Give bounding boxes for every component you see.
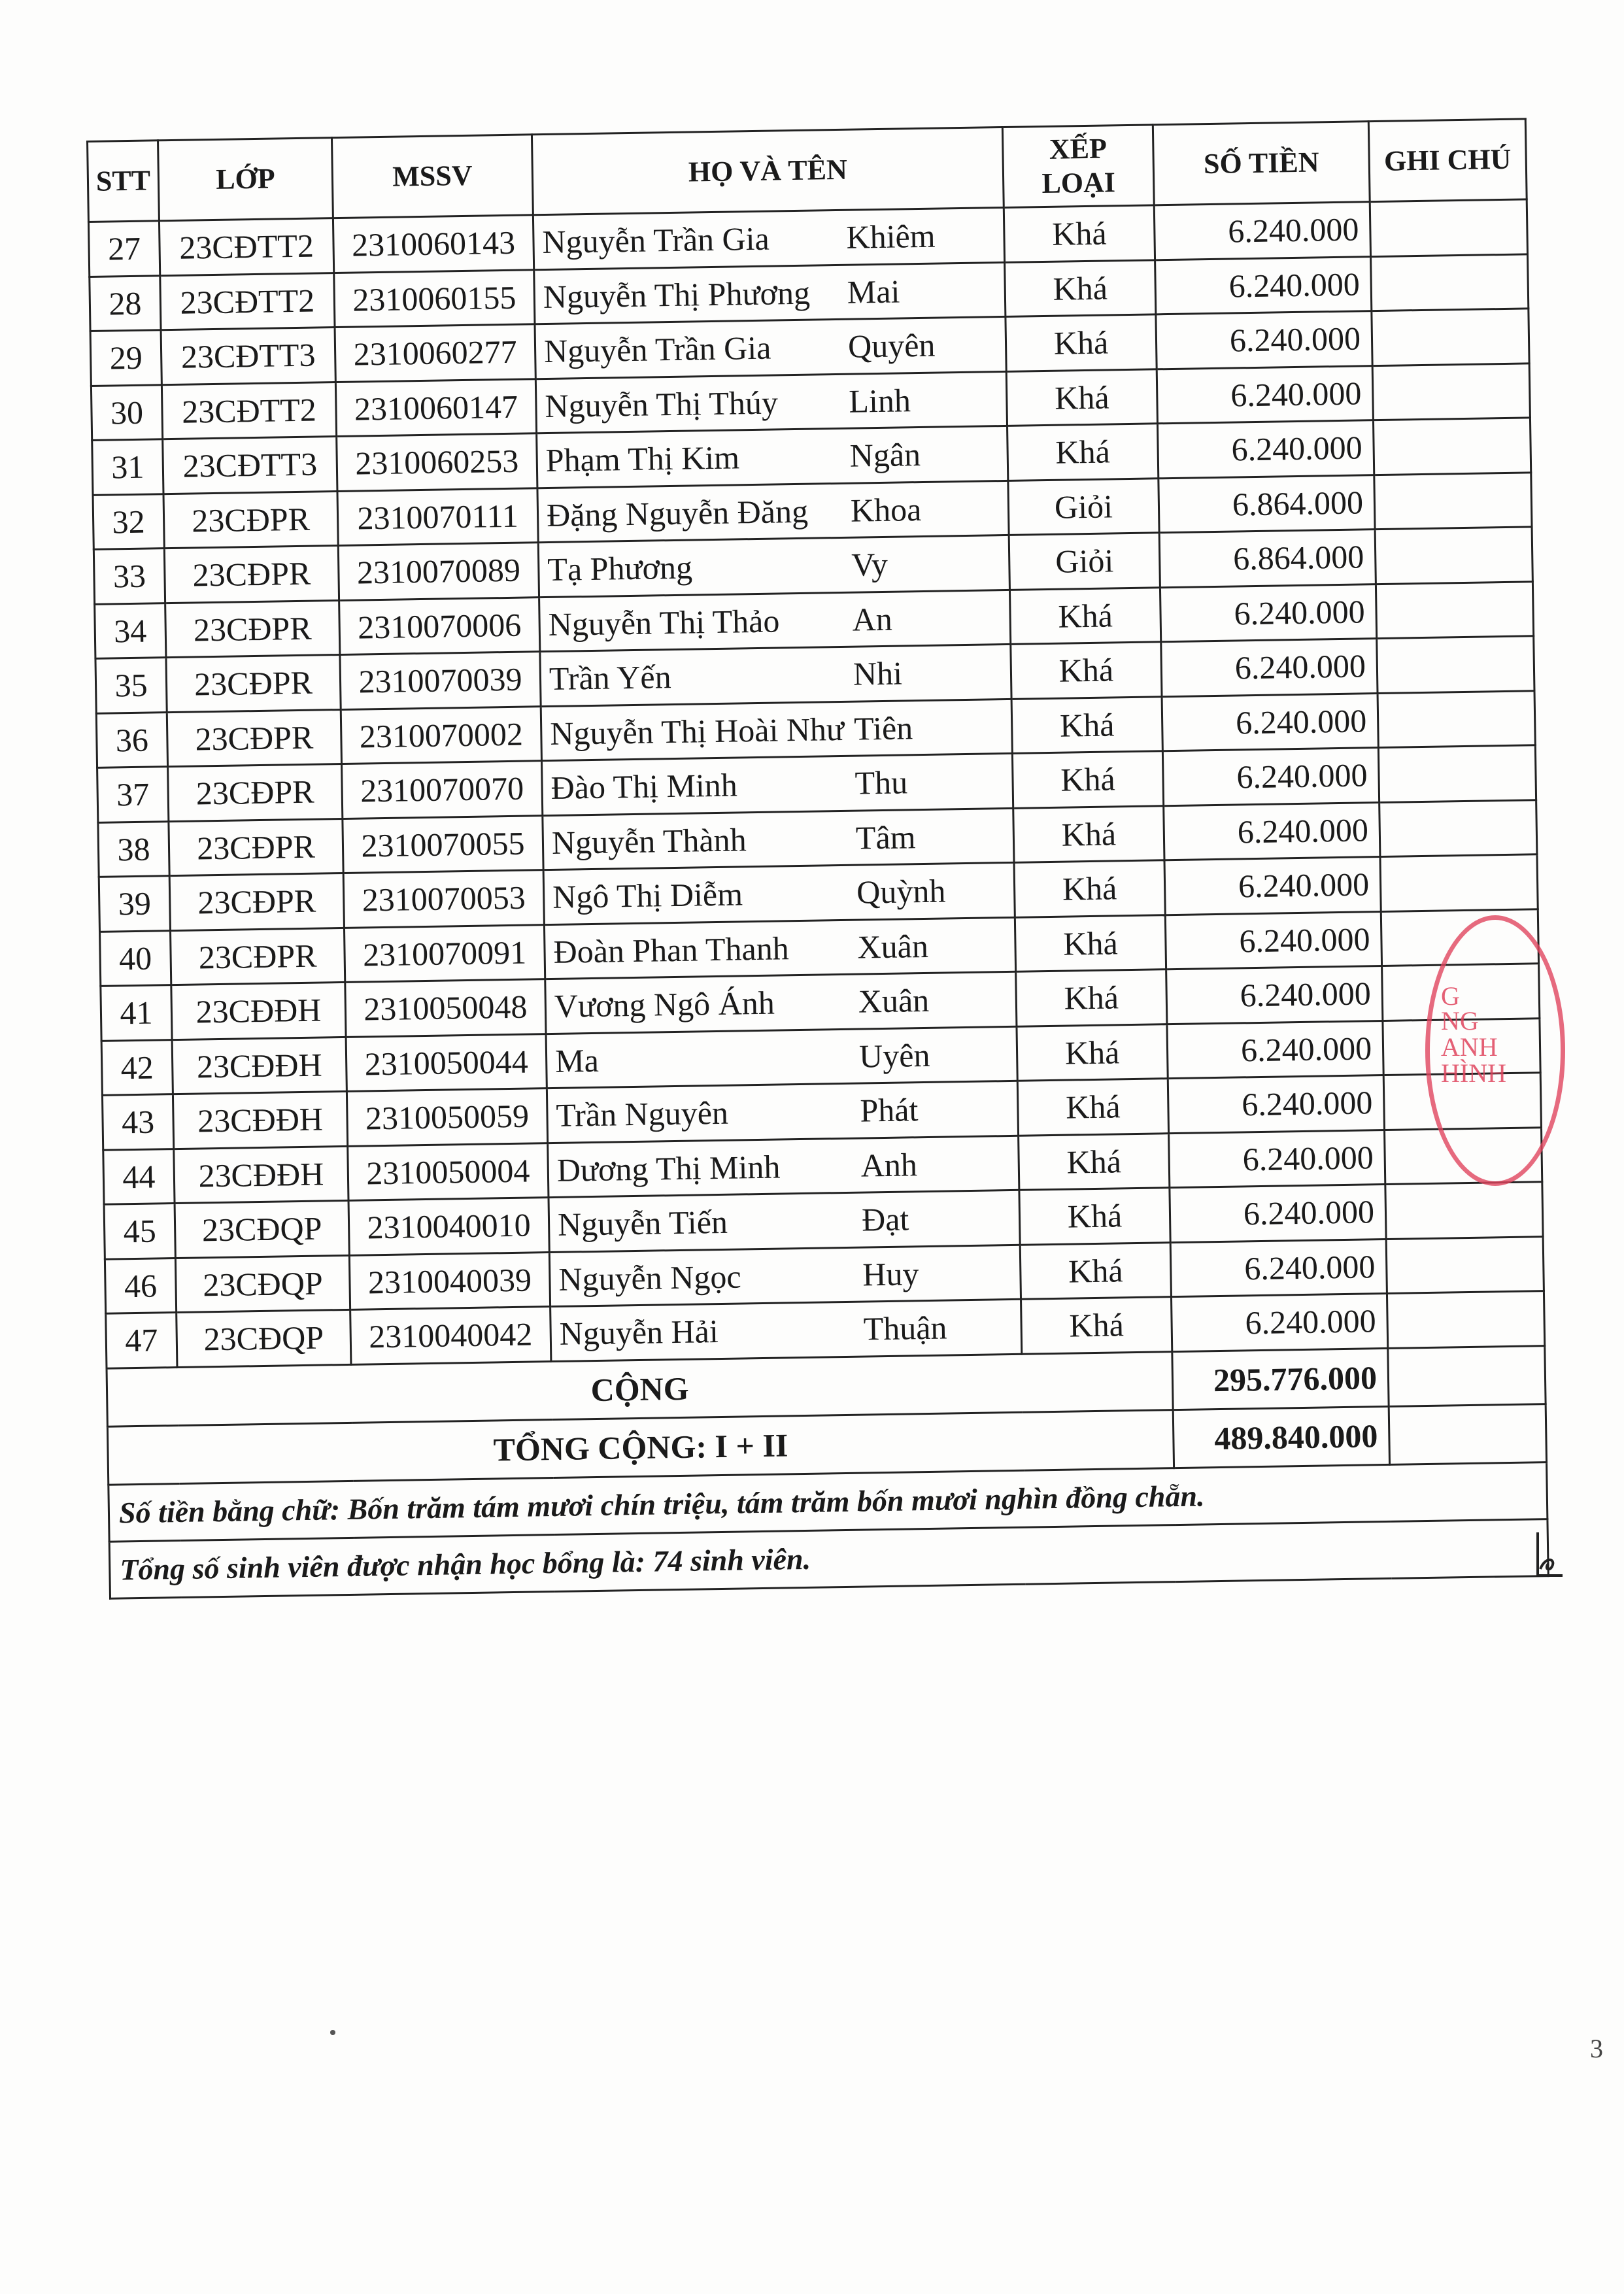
scholarship-list-sheet <box>86 118 1548 1599</box>
cell-mssv: 2310070089 <box>338 543 539 600</box>
cell-full-name <box>541 699 1012 761</box>
stamp-text-line2: NG <box>1441 1006 1479 1036</box>
cell-mssv: 2310070002 <box>341 706 541 764</box>
cell-amount: 6.240.000 <box>1170 1184 1386 1242</box>
cell-class: 23CĐPR <box>170 928 345 985</box>
cell-surname: Nguyễn Tiến <box>557 1204 728 1243</box>
cell-stt: 36 <box>96 712 167 767</box>
cell-amount: 6.240.000 <box>1164 857 1381 915</box>
header-note: GHI CHÚ <box>1368 119 1527 202</box>
cell-mssv: 2310050004 <box>348 1143 549 1200</box>
cell-surname: Đoàn Phan Thanh <box>553 930 790 970</box>
cell-surname: Nguyễn Thành <box>551 821 747 861</box>
cell-amount: 6.240.000 <box>1166 966 1383 1024</box>
header-mssv: MSSV <box>331 135 533 218</box>
cell-stt: 42 <box>101 1039 173 1095</box>
cell-surname: Tạ Phương <box>547 548 693 588</box>
cell-surname: Ma <box>554 1041 600 1079</box>
cell-mssv: 2310040010 <box>348 1198 549 1255</box>
cell-amount: 6.240.000 <box>1156 311 1372 369</box>
cell-stt: 30 <box>91 384 162 440</box>
cell-amount: 6.240.000 <box>1165 911 1381 970</box>
cell-class: 23CĐQP <box>177 1309 351 1367</box>
cell-class: 23CĐPR <box>169 873 344 930</box>
header-amount: SỐ TIỀN <box>1153 122 1370 205</box>
cell-class: 23CĐQP <box>175 1200 349 1258</box>
cell-full-name <box>535 371 1007 433</box>
cell-given-name: Uyên <box>858 1036 930 1075</box>
cell-surname: Đào Thị Minh <box>550 766 738 807</box>
cell-rank: Giỏi <box>1009 533 1160 590</box>
cell-rank: Khá <box>1006 369 1157 426</box>
cell-amount: 6.240.000 <box>1162 748 1379 806</box>
cell-note <box>1371 254 1529 311</box>
cell-amount: 6.864.000 <box>1159 475 1375 533</box>
cell-surname: Nguyễn Thị Thúy <box>545 384 779 424</box>
cell-mssv: 2310060277 <box>335 324 535 382</box>
cell-rank: Khá <box>1016 970 1167 1026</box>
cell-full-name <box>533 207 1004 269</box>
cell-rank: Khá <box>1011 696 1162 753</box>
cell-stt: 31 <box>92 439 163 495</box>
cell-mssv: 2310070053 <box>343 870 544 928</box>
cell-surname: Phạm Thị Kim <box>545 439 740 479</box>
cell-stt: 38 <box>98 821 169 877</box>
handwritten-initials-signature <box>1530 1530 1569 1582</box>
cell-note <box>1379 800 1537 856</box>
cell-rank: Khá <box>1019 1133 1170 1190</box>
cell-surname: Nguyễn Thị Hoài Như <box>549 710 845 752</box>
cell-full-name <box>544 917 1015 979</box>
cell-given-name: Huy <box>862 1255 919 1293</box>
grand-total-note-cell <box>1389 1404 1546 1464</box>
cell-rank: Khá <box>1009 587 1160 644</box>
header-rank-line2: LOẠI <box>1041 166 1116 200</box>
cell-amount: 6.240.000 <box>1167 1020 1383 1079</box>
cell-amount: 6.240.000 <box>1155 256 1372 314</box>
cell-given-name: Anh <box>860 1145 918 1184</box>
cell-note <box>1378 690 1535 747</box>
cell-note <box>1376 581 1533 638</box>
cell-rank: Khá <box>1012 751 1163 808</box>
cell-given-name: An <box>852 600 893 638</box>
cell-amount: 6.240.000 <box>1161 639 1378 697</box>
cell-stt: 47 <box>106 1313 177 1368</box>
cell-stt: 29 <box>90 330 161 386</box>
cell-note <box>1380 854 1538 911</box>
cell-given-name: Phát <box>860 1091 919 1129</box>
amount-in-words: Số tiền bằng chữ: Bốn trăm tám mươi chín triệu, tám trăm bốn mươi nghìn đồng chẵn. <box>109 1462 1548 1542</box>
cell-note <box>1372 363 1530 420</box>
cell-given-name: Mai <box>847 273 900 311</box>
cell-full-name <box>537 481 1009 543</box>
cell-amount: 6.240.000 <box>1160 584 1376 642</box>
cell-note <box>1385 1182 1543 1239</box>
cell-note <box>1386 1236 1544 1293</box>
cell-mssv: 2310060143 <box>333 215 533 273</box>
cell-full-name <box>550 1299 1022 1361</box>
cell-mssv: 2310070039 <box>340 652 541 709</box>
cell-given-name: Xuân <box>857 927 929 966</box>
cell-rank: Khá <box>1006 314 1157 371</box>
cell-rank: Khá <box>1017 1024 1168 1081</box>
cell-rank: Khá <box>1021 1297 1172 1354</box>
cell-full-name <box>545 971 1017 1034</box>
cell-amount: 6.240.000 <box>1168 1075 1384 1134</box>
cell-mssv: 2310050048 <box>345 979 546 1037</box>
cell-mssv: 2310060155 <box>334 269 535 327</box>
cell-given-name: Xuân <box>858 982 930 1020</box>
cell-given-name: Thu <box>854 764 908 801</box>
cell-class: 23CĐĐH <box>173 1091 347 1149</box>
cell-given-name: Thuận <box>863 1309 947 1347</box>
cell-stt: 34 <box>95 603 166 658</box>
cell-stt: 39 <box>99 876 170 932</box>
grand-total-label: TỔNG CỘNG: I + II <box>107 1409 1174 1485</box>
cell-note <box>1378 745 1536 802</box>
cell-class: 23CĐPR <box>167 709 341 767</box>
cell-full-name <box>543 808 1014 870</box>
cell-rank: Khá <box>1017 1079 1168 1136</box>
cell-mssv: 2310070111 <box>337 488 538 545</box>
scan-speck <box>330 2030 335 2035</box>
cell-note <box>1387 1291 1544 1348</box>
cell-mssv: 2310070055 <box>343 815 543 873</box>
cell-class: 23CĐPR <box>166 655 341 713</box>
cell-surname: Nguyễn Thị Thảo <box>548 602 780 643</box>
subtotal-amount: 295.776.000 <box>1172 1348 1389 1409</box>
cell-full-name <box>543 862 1015 924</box>
cell-rank: Khá <box>1004 205 1155 262</box>
cell-surname: Nguyễn Ngọc <box>558 1258 741 1298</box>
cell-mssv: 2310040039 <box>349 1252 550 1309</box>
cell-surname: Ngô Thị Diễm <box>552 875 743 916</box>
header-class: LỚP <box>158 138 333 221</box>
cell-full-name <box>541 753 1013 815</box>
cell-given-name: Nhi <box>853 654 903 692</box>
cell-rank: Khá <box>1007 424 1159 481</box>
cell-mssv: 2310060147 <box>335 379 536 436</box>
cell-full-name <box>547 1081 1018 1143</box>
cell-rank: Khá <box>1015 915 1166 971</box>
table-body <box>88 199 1544 1368</box>
cell-class: 23CĐĐH <box>172 1037 347 1094</box>
cell-stt: 33 <box>93 548 165 604</box>
cell-surname: Trần Yến <box>549 658 672 698</box>
cell-rank: Khá <box>1019 1188 1170 1245</box>
cell-full-name <box>534 262 1006 324</box>
header-stt: STT <box>88 141 160 222</box>
cell-rank: Khá <box>1014 860 1165 917</box>
cell-class: 23CĐPR <box>169 818 343 876</box>
cell-stt: 35 <box>95 658 167 713</box>
cell-stt: 41 <box>101 985 172 1041</box>
cell-stt: 46 <box>105 1258 176 1313</box>
cell-rank: Khá <box>1005 260 1156 316</box>
cell-class: 23CĐTT3 <box>161 328 335 385</box>
cell-mssv: 2310050044 <box>346 1034 547 1091</box>
cell-class: 23CĐPR <box>165 600 340 658</box>
cell-given-name: Ngân <box>849 436 921 474</box>
cell-note <box>1373 418 1531 475</box>
cell-class: 23CĐPR <box>163 491 338 548</box>
cell-given-name: Đạt <box>861 1200 909 1238</box>
grand-total-amount: 489.840.000 <box>1173 1406 1389 1468</box>
cell-full-name <box>540 644 1011 706</box>
cell-surname: Vương Ngô Ánh <box>554 984 775 1025</box>
cell-amount: 6.240.000 <box>1171 1293 1387 1351</box>
cell-full-name <box>549 1190 1020 1252</box>
cell-amount: 6.240.000 <box>1154 202 1370 260</box>
cell-full-name <box>537 426 1008 488</box>
cell-note <box>1372 309 1529 365</box>
cell-full-name <box>546 1026 1017 1088</box>
cell-mssv: 2310070091 <box>344 924 545 982</box>
header-rank <box>1002 125 1154 208</box>
cell-mssv: 2310060253 <box>337 433 537 491</box>
cell-note <box>1374 472 1532 529</box>
cell-surname: Nguyễn Thị Phương <box>543 274 811 315</box>
stamp-text-line4: HÌNH <box>1441 1058 1506 1088</box>
cell-given-name: Quỳnh <box>856 872 946 911</box>
cell-full-name <box>549 1245 1021 1307</box>
cell-note <box>1370 199 1527 256</box>
cell-given-name: Quyên <box>847 326 936 365</box>
cell-stt: 44 <box>103 1149 175 1204</box>
cell-given-name: Khiêm <box>846 217 936 256</box>
header-name: HỌ VÀ TÊN <box>532 127 1004 214</box>
cell-surname: Trần Nguyên <box>556 1094 729 1134</box>
cell-amount: 6.240.000 <box>1162 693 1378 751</box>
cell-given-name: Linh <box>848 381 911 420</box>
cell-amount: 6.240.000 <box>1170 1239 1387 1297</box>
cell-note <box>1377 636 1534 693</box>
cell-given-name: Tiên <box>853 709 913 747</box>
cell-full-name <box>539 590 1011 652</box>
cell-given-name: Tâm <box>855 818 916 856</box>
cell-stt: 37 <box>97 767 169 822</box>
cell-class: 23CĐTT2 <box>161 382 336 439</box>
cell-stt: 40 <box>100 930 171 986</box>
cell-amount: 6.240.000 <box>1158 420 1374 479</box>
cell-stt: 32 <box>93 494 164 549</box>
cell-rank: Khá <box>1020 1242 1171 1299</box>
cell-class: 23CĐTT2 <box>159 218 333 276</box>
cell-class: 23CĐQP <box>175 1255 350 1313</box>
cell-stt: 45 <box>104 1204 175 1259</box>
stamp-text-line1: G <box>1441 981 1460 1011</box>
cell-surname: Nguyễn Trần Gia <box>542 220 770 261</box>
cell-stt: 43 <box>102 1094 173 1150</box>
cell-amount: 6.240.000 <box>1169 1130 1385 1188</box>
cell-mssv: 2310050059 <box>347 1088 547 1146</box>
cell-class: 23CĐĐH <box>171 982 346 1039</box>
cell-class: 23CĐĐH <box>174 1146 348 1204</box>
stamp-text-line3: ANH <box>1441 1032 1498 1062</box>
cell-amount: 6.240.000 <box>1157 365 1373 424</box>
cell-class: 23CĐTT3 <box>163 437 337 494</box>
student-count: Tổng số sinh viên được nhận học bổng là: 74 sinh viên. <box>109 1519 1548 1598</box>
cell-surname: Đặng Nguyễn Đăng <box>546 492 809 533</box>
cell-given-name: Vy <box>851 546 888 583</box>
cell-full-name <box>548 1136 1019 1198</box>
cell-full-name <box>538 535 1009 597</box>
header-rank-line1: XẾP <box>1049 132 1108 165</box>
cell-rank: Giỏi <box>1008 478 1159 535</box>
cell-surname: Dương Thị Minh <box>556 1148 781 1189</box>
cell-full-name <box>535 316 1006 379</box>
cell-class: 23CĐPR <box>164 546 339 603</box>
cell-mssv: 2310070070 <box>342 761 543 818</box>
cell-stt: 28 <box>90 275 161 331</box>
cell-mssv: 2310040042 <box>350 1307 551 1364</box>
cell-amount: 6.240.000 <box>1164 802 1380 860</box>
cell-stt: 27 <box>88 221 160 277</box>
cell-rank: Khá <box>1013 805 1164 862</box>
cell-mssv: 2310070006 <box>339 597 540 654</box>
scholarship-table <box>86 118 1549 1599</box>
cell-given-name: Khoa <box>850 490 922 529</box>
subtotal-label: CỘNG <box>107 1351 1173 1426</box>
cell-surname: Nguyễn Hải <box>559 1313 719 1353</box>
page-number-mark: 3 <box>1590 2034 1603 2063</box>
cell-note <box>1375 527 1532 584</box>
cell-amount: 6.864.000 <box>1159 530 1376 588</box>
cell-class: 23CĐPR <box>168 764 343 821</box>
cell-rank: Khá <box>1011 642 1162 699</box>
cell-surname: Nguyễn Trần Gia <box>543 329 771 370</box>
cell-class: 23CĐTT2 <box>160 273 335 330</box>
subtotal-note-cell <box>1388 1345 1546 1406</box>
